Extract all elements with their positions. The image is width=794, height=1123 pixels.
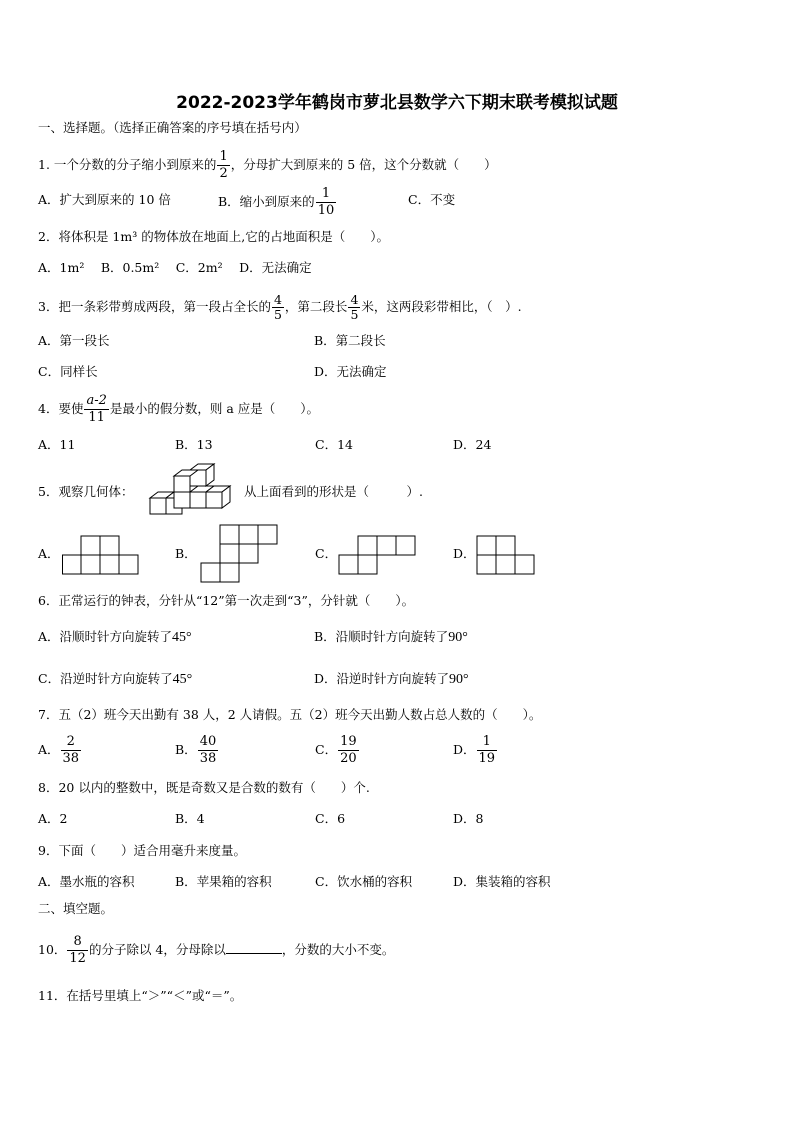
- question-1-text-a: 一个分数的分子缩小到原来的: [53, 157, 217, 172]
- option-fraction: [198, 734, 219, 767]
- angle-value: 45°: [172, 672, 193, 687]
- question-6-option-c[interactable]: [38, 671, 192, 688]
- fraction-denominator: 38: [62, 751, 80, 766]
- option-label: C．: [315, 742, 338, 757]
- section-heading-choice: 一、选择题。（选择正确答案的序号填在括号内）: [38, 120, 307, 135]
- question-5-option-a-figure[interactable]: [62, 535, 140, 575]
- question-4-text-b: 是最小的假分数，则 a 应是（ ）。: [109, 401, 320, 416]
- question-3-option-b[interactable]: B．第二段长: [314, 333, 386, 348]
- question-7-option-c[interactable]: [315, 734, 360, 767]
- question-3-text-a: 3．把一条彩带剪成两段，第一段占全长的: [38, 299, 271, 314]
- question-4-fraction: [84, 393, 108, 426]
- question-6: 6．正常运行的钟表，分针从“12”第一次走到“3”，分针就（ ）。: [38, 593, 415, 608]
- question-6-option-d[interactable]: [314, 671, 469, 688]
- question-8: 8．20 以内的整数中，既是奇数又是合数的数有（ ）个.: [38, 780, 370, 795]
- fraction-numerator: 19: [340, 734, 357, 749]
- page-title: 2022-2023学年鹤岗市萝北县数学六下期末联考模拟试题: [176, 93, 618, 113]
- angle-value: 90°: [449, 672, 469, 687]
- question-2-options[interactable]: A．1m² B．0.5m² C．2m² D．无法确定: [38, 260, 312, 275]
- fraction-numerator: 1: [477, 734, 498, 751]
- option-fraction: [61, 734, 82, 767]
- question-4-option-d[interactable]: D．24: [453, 437, 492, 452]
- question-10-fraction: [67, 934, 88, 967]
- fraction-denominator: 5: [273, 307, 282, 322]
- question-10-number: 10．: [38, 942, 67, 957]
- question-3-text-c: 米，这两段彩带相比，（ ）.: [361, 299, 522, 314]
- fraction-denominator: 38: [199, 751, 217, 766]
- fraction-numerator: a-2: [86, 393, 107, 408]
- fraction-denominator: 2: [219, 166, 228, 181]
- fraction-numerator: 4: [273, 292, 282, 307]
- question-4-option-b[interactable]: B．13: [175, 437, 213, 452]
- question-5-option-b-figure[interactable]: [200, 524, 280, 584]
- angle-value: 45°: [172, 630, 192, 645]
- option-label: D．: [453, 742, 476, 757]
- question-1-option-c[interactable]: C．不变: [408, 192, 456, 207]
- question-1-option-a[interactable]: A．扩大到原来的 10 倍: [38, 192, 171, 207]
- question-5-option-b-label[interactable]: B．: [175, 546, 197, 561]
- fraction-denominator: 12: [69, 951, 86, 966]
- question-9-option-a[interactable]: A．墨水瓶的容积: [38, 874, 135, 889]
- question-1-number: 1.: [38, 157, 50, 172]
- question-6-option-b[interactable]: [314, 629, 468, 646]
- option-label: A．: [38, 742, 60, 757]
- question-9-option-c[interactable]: C．饮水桶的容积: [315, 874, 413, 889]
- fraction-numerator: 4: [350, 292, 359, 307]
- question-4-text-a: 4．要使: [38, 401, 84, 416]
- option-b-fraction: [316, 186, 337, 219]
- section-heading-fill: 二、填空题。: [38, 901, 114, 916]
- question-10-text-a: 的分子除以 4，分母除以: [88, 942, 226, 957]
- option-b-label: B．缩小到原来的: [218, 194, 315, 209]
- question-8-option-c[interactable]: C．6: [315, 811, 346, 826]
- question-3-fraction-1: [272, 293, 284, 322]
- question-3-text-b: ，第二段长: [284, 299, 348, 314]
- option-label: B．: [175, 742, 197, 757]
- question-5-option-d-figure[interactable]: [476, 535, 538, 575]
- question-3: [38, 293, 522, 322]
- question-11: 11．在括号里填上“＞”“＜”或“＝”。: [38, 988, 243, 1003]
- question-9: 9．下面（ ）适合用毫升来度量。: [38, 843, 246, 858]
- question-4-option-c[interactable]: C．14: [315, 437, 353, 452]
- question-4-option-a[interactable]: A．11: [38, 437, 76, 452]
- fraction-denominator: 11: [88, 410, 105, 425]
- question-5-option-c-figure[interactable]: [338, 535, 418, 575]
- question-5-option-c-label[interactable]: C．: [315, 546, 338, 561]
- question-7-option-a[interactable]: [38, 734, 82, 767]
- question-8-option-d[interactable]: D．8: [453, 811, 484, 826]
- question-6-option-a[interactable]: [38, 629, 192, 646]
- solid-figure-illustration: [148, 462, 238, 518]
- angle-value: 90°: [448, 630, 468, 645]
- question-1-text-b: ，分母扩大到原来的 5 倍，这个分数就（ ）: [230, 157, 497, 172]
- question-3-option-c[interactable]: C．同样长: [38, 364, 98, 379]
- fraction-denominator: 19: [478, 751, 496, 766]
- question-3-fraction-2: [348, 293, 360, 322]
- question-8-option-a[interactable]: A．2: [38, 811, 68, 826]
- answer-blank[interactable]: [226, 941, 282, 954]
- fraction-denominator: 20: [340, 751, 357, 766]
- fraction-numerator: 1: [219, 149, 228, 164]
- fraction-denominator: 5: [350, 307, 359, 322]
- question-1-option-b[interactable]: [218, 186, 337, 219]
- question-10-text-b: ，分数的大小不变。: [281, 942, 395, 957]
- fraction-numerator: 40: [199, 734, 217, 749]
- question-5-text-b: 从上面看到的形状是（ ）.: [244, 484, 423, 499]
- question-7-option-b[interactable]: [175, 734, 219, 767]
- question-5-option-d-label[interactable]: D．: [453, 546, 476, 561]
- option-text: C．沿逆时针方向旋转了: [38, 671, 173, 686]
- fraction-denominator: 10: [317, 203, 335, 218]
- question-5-text-a: 5．观察几何体：: [38, 484, 134, 499]
- question-1-fraction: [217, 149, 229, 182]
- question-9-option-b[interactable]: B．苹果箱的容积: [175, 874, 272, 889]
- question-7-option-d[interactable]: [453, 734, 498, 767]
- option-text: A．沿顺时针方向旋转了: [38, 629, 173, 644]
- fraction-numerator: 8: [67, 934, 88, 951]
- fraction-numerator: 1: [316, 186, 337, 203]
- question-9-option-d[interactable]: D．集装箱的容积: [453, 874, 551, 889]
- question-2: 2．将体积是 1m³ 的物体放在地面上,它的占地面积是（ ）。: [38, 229, 389, 244]
- question-7: 7．五（2）班今天出勤有 38 人，2 人请假。五（2）班今天出勤人数占总人数的（ ）。: [38, 707, 542, 722]
- question-1: [38, 149, 497, 182]
- option-text: B．沿顺时针方向旋转了: [314, 629, 449, 644]
- question-10: [38, 934, 394, 967]
- question-4: [38, 393, 319, 426]
- question-5-option-a-label[interactable]: A．: [38, 546, 60, 561]
- option-text: D．沿逆时针方向旋转了: [314, 671, 450, 686]
- fraction-numerator: 2: [61, 734, 82, 751]
- question-8-option-b[interactable]: B．4: [175, 811, 205, 826]
- option-fraction: [338, 734, 359, 767]
- question-3-option-a[interactable]: A．第一段长: [38, 333, 110, 348]
- question-3-option-d[interactable]: D．无法确定: [314, 364, 387, 379]
- option-fraction: [477, 734, 498, 767]
